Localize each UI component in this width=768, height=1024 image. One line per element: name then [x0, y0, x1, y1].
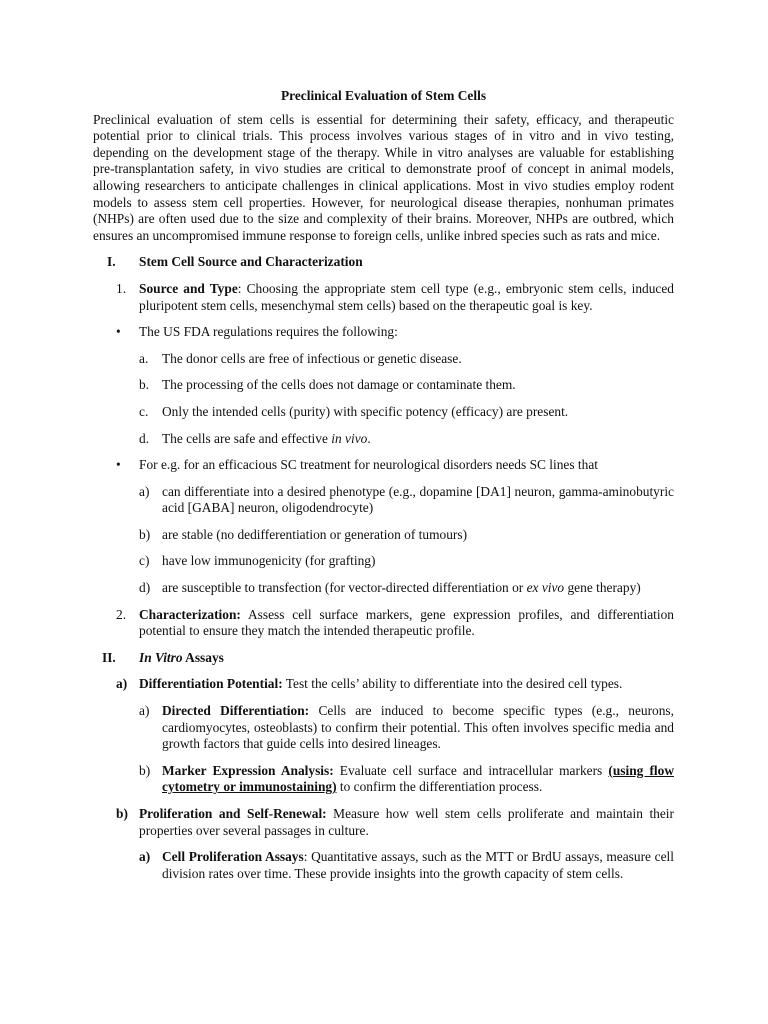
fda-item-mark: b.: [139, 377, 150, 393]
diff-item-text: Evaluate cell surface and intracellular markers: [333, 762, 609, 778]
list-item-text: Assess cell surface markers, gene expression profiles, and differentiation potential to ensure they match the intended therapeutic profile.: [139, 606, 674, 639]
list-item-characterization: [93, 607, 674, 640]
fda-item-b: [93, 377, 674, 394]
subsection-text: Measure how well stem cells proliferate and maintain their properties over several passages in culture.: [139, 806, 674, 838]
fda-item-text: The cells are safe and effective: [162, 430, 332, 446]
diff-item-directed: [93, 703, 674, 753]
fda-item-a: [93, 351, 674, 368]
subsection-differentiation: [93, 676, 674, 693]
diff-item-mark: a): [139, 703, 150, 719]
diff-item-marker: [93, 763, 674, 796]
section-2-title: Assays: [182, 649, 224, 665]
fda-item-mark: a.: [139, 350, 149, 366]
diff-item-suffix: to confirm the differentiation process.: [336, 779, 543, 795]
fda-item-mark: d.: [139, 430, 150, 446]
sc-item-text: are stable (no dedifferentiation or generation of tumours): [162, 526, 468, 542]
sc-item-mark: a): [139, 483, 150, 499]
list-number: 1.: [116, 280, 127, 296]
term-marker-expression: Marker Expression Analysis:: [162, 762, 334, 778]
bullet-text: The US FDA regulations requires the following:: [139, 324, 398, 340]
sc-item-a: [93, 484, 674, 517]
document-page: [93, 88, 674, 892]
section-2-heading: [93, 650, 674, 667]
sc-item-c: [93, 553, 674, 570]
prolif-item-text: : Quantitative assays, such as the MTT or BrdU assays, measure cell division rates over time. These provide insights into the growth capacity of stem cells.: [162, 849, 674, 881]
sc-item-mark: d): [139, 580, 151, 596]
list-item-source-type: [93, 281, 674, 314]
fda-item-c: [93, 404, 674, 421]
term-proliferation: Proliferation and Self-Renewal:: [139, 806, 327, 821]
subsection-text: Test the cells’ ability to differentiate into the desired cell types.: [282, 676, 623, 692]
underlined-method: (using flow cytometry or immunostaining): [162, 762, 674, 795]
fda-item-text: The processing of the cells does not damage or contaminate them.: [162, 377, 516, 393]
sc-item-emphasis: ex vivo: [526, 580, 565, 596]
sc-item-text: are susceptible to transfection (for vector-directed differentiation or: [162, 580, 527, 596]
term-source-type: Source and Type: [139, 280, 238, 296]
term-cell-proliferation-assays: Cell Proliferation Assays: [162, 849, 304, 865]
section-1-heading: [93, 254, 674, 271]
sc-item-mark: b): [139, 526, 151, 542]
fda-item-text: Only the intended cells (purity) with specific potency (efficacy) are present.: [162, 403, 569, 419]
subsection-proliferation: [93, 806, 674, 839]
bullet-fda: [93, 324, 674, 341]
fda-item-suffix: .: [367, 430, 371, 446]
section-2-number: II.: [102, 649, 116, 665]
list-number: 2.: [116, 606, 127, 622]
fda-item-d: [93, 431, 674, 448]
fda-item-text: The donor cells are free of infectious or genetic disease.: [162, 350, 462, 366]
term-directed-differentiation: Directed Differentiation:: [162, 703, 310, 719]
fda-item-mark: c.: [139, 403, 149, 419]
sc-item-b: [93, 527, 674, 544]
fda-item-emphasis: in vivo: [331, 430, 368, 446]
sc-item-text: can differentiate into a desired phenotype (e.g., dopamine [DA1] neuron, gamma-aminobutyric acid [GABA] neuron, oligodendrocyte): [162, 483, 674, 516]
bullet-icon: •: [116, 457, 121, 473]
diff-item-mark: b): [139, 762, 151, 778]
bullet-icon: •: [116, 324, 121, 340]
bullet-text: For e.g. for an efficacious SC treatment for neurological disorders needs SC lines that: [139, 457, 599, 473]
subsection-mark: a): [116, 676, 128, 692]
document-title: Preclinical Evaluation of Stem Cells: [280, 88, 487, 103]
sc-item-suffix: gene therapy): [564, 580, 641, 596]
prolif-item-assays: [93, 849, 674, 882]
section-1-number: I.: [107, 254, 116, 270]
sc-item-mark: c): [139, 553, 150, 569]
subsection-mark: b): [116, 806, 128, 821]
term-differentiation-potential: Differentiation Potential:: [139, 676, 283, 692]
diff-item-text: Cells are induced to become specific types (e.g., neurons, cardiomyocytes, osteoblasts) to confirm their potential. This often involves specific media and growth factors that guide cells into desired lineages.: [162, 703, 674, 752]
intro-paragraph: Preclinical evaluation of stem cells is essential for determining their safety, efficacy, and therapeutic potential prior to clinical trials. This process involves various stages of in vitro and in vivo testing, depending on the development stage of the therapy. While in vitro analyses are valuable for establishing pre-transplantation safety, in vivo studies are critical to demonstrate proof of concept in animal models, allowing researchers to anticipate challenges in clinical applications. Most in vivo studies employ rodent models to assess stem cell properties. However, for neurological disease therapies, nonhuman primates (NHPs) are often used due to the size and complexity of their brains. Moreover, NHPs are outbred, which ensures an uncompromised immune response to foreign cells, unlike inbred species such as rats and mice.: [93, 111, 674, 243]
sc-item-text: have low immunogenicity (for grafting): [162, 553, 376, 569]
list-item-text: : Choosing the appropriate stem cell type (e.g., embryonic stem cells, induced pluripotent stem cells, mesenchymal stem cells) based on the therapeutic goal is key.: [139, 280, 674, 313]
bullet-neurological: [93, 457, 674, 474]
term-characterization: Characterization:: [139, 606, 241, 622]
section-1-title: Stem Cell Source and Characterization: [139, 254, 363, 270]
prolif-item-mark: a): [139, 849, 151, 865]
section-2-title-emphasis: In Vitro: [139, 649, 183, 665]
sc-item-d: [93, 580, 674, 597]
